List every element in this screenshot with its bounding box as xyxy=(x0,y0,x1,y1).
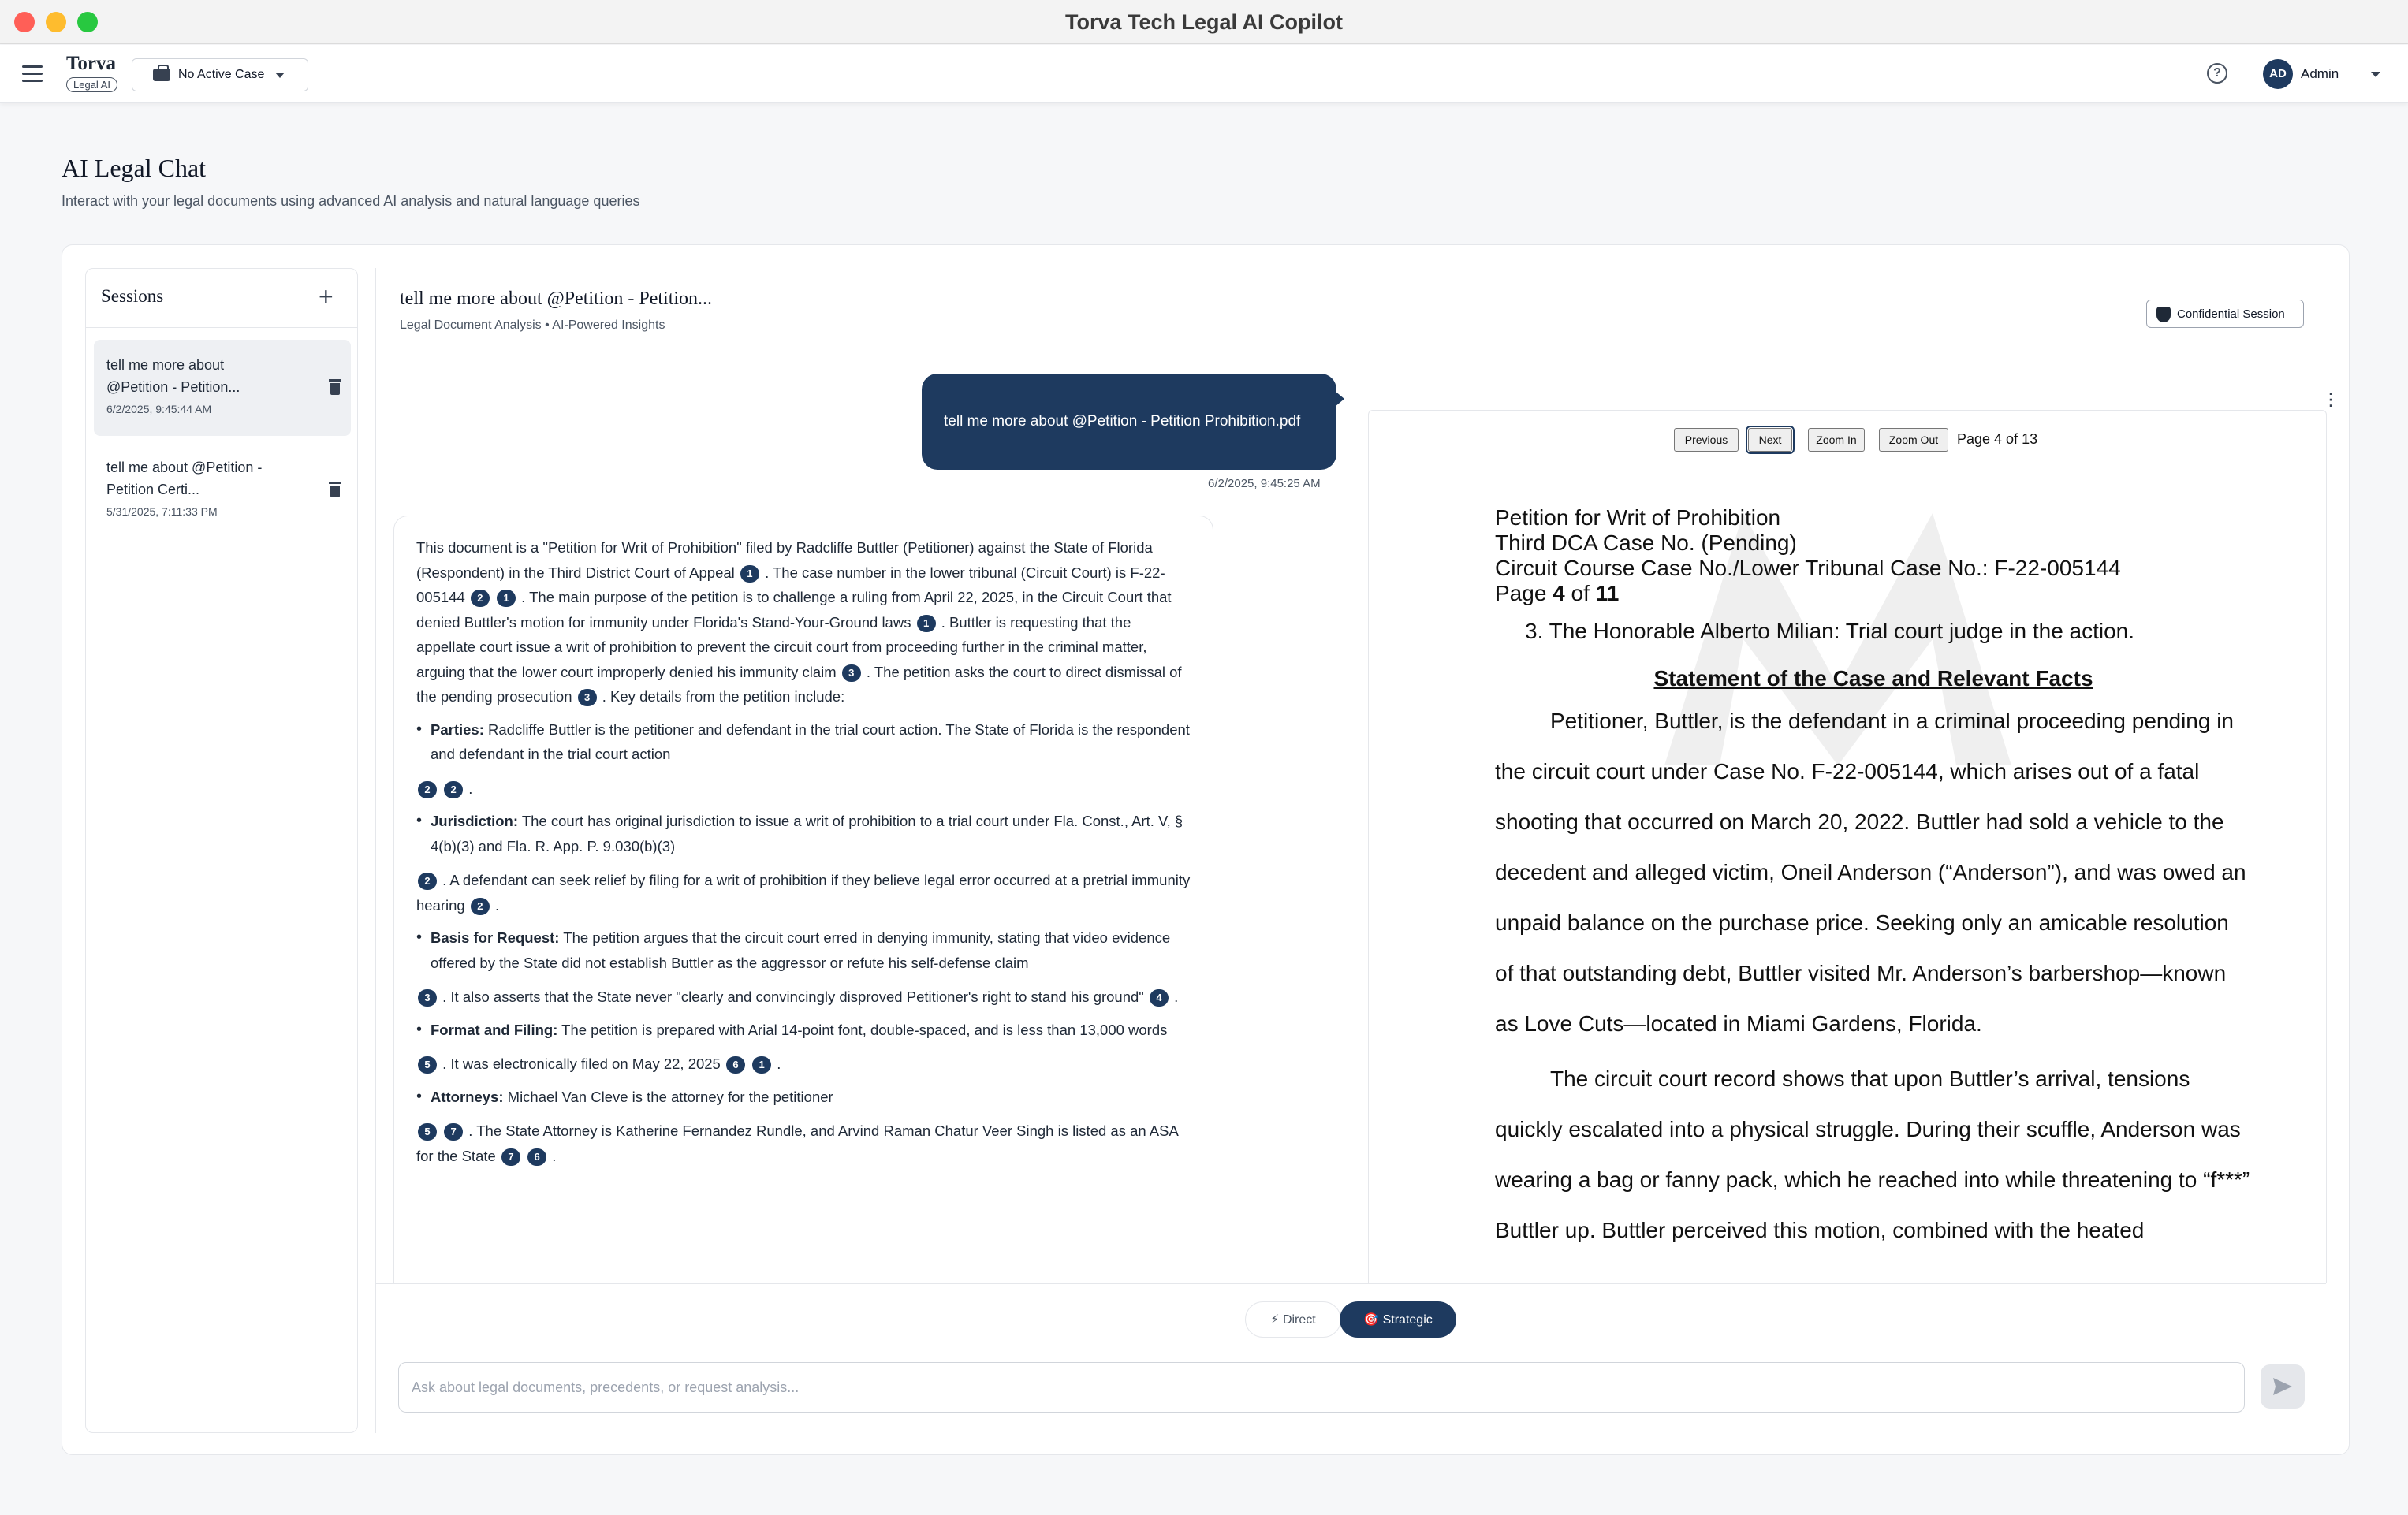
ai-detail-item xyxy=(416,717,1191,802)
divider xyxy=(86,327,357,328)
ai-text-segment: This document is a "Petition for Writ of Prohibition" filed by Radcliffe Buttler (Petitioner) against the State of Florida (Respondent) in the Third District Court of Appeal xyxy=(416,539,1153,581)
ai-text-segment: . The case number in the lower tribunal (Circuit Court) is F-22-005144 xyxy=(416,564,1165,605)
session-title: tell me about @Petition - Petition Certi... xyxy=(106,460,263,497)
brand-logo xyxy=(66,53,117,92)
citation-badge[interactable]: 3 xyxy=(842,664,861,682)
ai-detail-label: Attorneys: xyxy=(431,1088,504,1105)
ai-detail-text: Michael Van Cleve is the attorney for the petitioner xyxy=(503,1088,833,1105)
session-timestamp: 6/2/2025, 9:45:44 AM xyxy=(106,403,212,415)
brand-name: Torva xyxy=(66,53,116,74)
user-menu-chevron-icon[interactable] xyxy=(2371,72,2380,77)
ai-detail-citations xyxy=(416,1052,1191,1077)
pdf-list-item: 3. The Honorable Alberto Milian: Trial court judge in the action. xyxy=(1525,619,2135,643)
ai-detail-citations xyxy=(416,776,1191,802)
pdf-header-line: Circuit Course Case No./Lower Tribunal Case No.: F-22-005144 xyxy=(1495,556,2121,580)
citation-badge[interactable]: 5 xyxy=(418,1056,437,1074)
pdf-section-heading: Statement of the Case and Relevant Facts xyxy=(1653,666,2093,690)
ai-response-text xyxy=(416,535,1191,1168)
ai-detail-item xyxy=(416,1085,1191,1169)
pdf-header-page-line: Page 4 of 11 xyxy=(1495,581,1620,605)
ai-detail-text: The court has original jurisdiction to issue a writ of prohibition to a trial court under Fla. Const., Art. V, § 4(b)(3) and Fla. R. App. P. 9.030(b)(3) xyxy=(431,813,1183,854)
ai-text-segment: . xyxy=(468,780,473,797)
confidential-label: Confidential Session xyxy=(2177,307,2285,321)
user-message-bubble xyxy=(922,374,1336,470)
ai-text-segment: . Buttler is requesting that the appellate court issue a writ of prohibition to prevent the circuit court from proceeding further in the criminal matter, arguing that the lower court improperly denied his immunity claim xyxy=(416,613,1147,680)
citation-badge[interactable]: 7 xyxy=(444,1123,463,1141)
sessions-panel xyxy=(85,268,358,1433)
session-title: tell me more about @Petition - Petition... xyxy=(106,357,240,395)
chat-panel xyxy=(375,268,2339,1433)
ai-detail-text: The petition argues that the circuit court erred in denying immunity, stating that video evidence offered by the State did not establish Buttler as the aggressor or refute his self-defense claim xyxy=(431,929,1171,971)
ai-text-segment: . xyxy=(552,1147,557,1164)
ai-detail-text: The petition is prepared with Arial 14-point font, double-spaced, and is less than 13,000 words xyxy=(557,1021,1168,1038)
avatar[interactable]: AD xyxy=(2263,59,2293,89)
ai-text-segment: . A defendant can seek relief by filing for a writ of prohibition if they believe legal error occurred at a pretrial immunity hearing xyxy=(416,872,1191,914)
citation-badge[interactable]: 7 xyxy=(501,1148,520,1166)
app-header xyxy=(0,45,2408,103)
ai-detail-citations xyxy=(416,985,1191,1010)
citation-badge[interactable]: 2 xyxy=(418,781,437,798)
citation-badge[interactable]: 2 xyxy=(444,781,463,798)
mode-toggle xyxy=(1245,1301,1456,1338)
citation-badge[interactable]: 1 xyxy=(752,1056,771,1074)
citation-badge[interactable]: 1 xyxy=(497,590,516,607)
window-titlebar xyxy=(0,0,2408,44)
pdf-page-indicator: Page 4 of 13 xyxy=(1957,431,2038,447)
ai-detail-citations xyxy=(416,1119,1191,1168)
ai-detail-label: Jurisdiction: xyxy=(431,813,519,829)
strategic-mode-button[interactable]: 🎯 Strategic xyxy=(1340,1301,1456,1338)
sessions-title: Sessions xyxy=(101,286,164,306)
session-item[interactable] xyxy=(94,340,351,436)
ai-detail-label: Parties: xyxy=(431,720,484,738)
ai-intro-paragraph xyxy=(416,535,1191,709)
pdf-header-line: Petition for Writ of Prohibition xyxy=(1495,505,1781,530)
previous-page-button[interactable]: Previous xyxy=(1674,428,1739,452)
citation-badge[interactable]: 1 xyxy=(740,565,759,583)
next-page-button[interactable]: Next xyxy=(1748,428,1792,452)
ai-text-segment: . It was electronically filed on May 22, 2025 xyxy=(442,1055,721,1072)
trash-icon[interactable] xyxy=(329,379,341,395)
citation-badge[interactable]: 2 xyxy=(471,590,490,607)
case-selector-label: No Active Case xyxy=(178,68,265,81)
ai-detail-text: Radcliffe Buttler is the petitioner and defendant in the trial court action. The State of Florida is the respondent and defendant in the trial court action xyxy=(431,720,1190,762)
help-icon[interactable]: ? xyxy=(2207,63,2227,84)
new-session-plus-icon[interactable]: + xyxy=(319,282,334,311)
citation-badge[interactable]: 3 xyxy=(418,989,437,1007)
ai-detail-label: Format and Filing: xyxy=(431,1021,558,1038)
window-title: Torva Tech Legal AI Copilot xyxy=(1064,10,1344,34)
pdf-paragraph: Petitioner, Buttler, is the defendant in a criminal proceeding pending in the circuit court under Case No. F-22-005144, which arises out of a fatal shooting that occurred on March 20, 2022. Buttler had sold a vehicle to the decedent and alleged victim, Oneil Anderson (“Anderson”), and was owed an unpaid balance on the purchase price. Seeking only an amicable resolution of that outstanding debt, Buttler visited Mr. Anderson’s barbershop—known as Love Cuts—located in Miami Gardens, Florida. xyxy=(1495,709,2246,1036)
ai-detail-label: Basis for Request: xyxy=(431,929,560,946)
user-name[interactable]: Admin xyxy=(2301,66,2339,81)
ai-key-details-list xyxy=(416,717,1191,1169)
citation-badge[interactable]: 5 xyxy=(418,1123,437,1141)
ai-text-segment: . xyxy=(1174,988,1179,1005)
ai-detail-item xyxy=(416,809,1191,918)
pdf-toolbar xyxy=(1369,411,2326,466)
ai-text-segment: . It also asserts that the State never "clearly and convincingly disproved Petitioner's right to stand his ground" xyxy=(442,988,1144,1005)
shield-icon xyxy=(2156,307,2171,322)
page-title: AI Legal Chat xyxy=(62,154,207,182)
send-icon xyxy=(2273,1378,2292,1395)
pdf-header-line: Third DCA Case No. (Pending) xyxy=(1495,530,1797,555)
ai-text-segment: . xyxy=(777,1055,781,1072)
ai-detail-item xyxy=(416,1018,1191,1077)
chat-header xyxy=(376,268,2326,359)
pdf-paragraph: The circuit court record shows that upon Buttler’s arrival, tensions quickly escalated into a physical struggle. During their scuffle, Anderson was wearing a bag or fanny pack, which he reached into while threatening to “f***” Buttler up. Buttler perceived this motion, combined with the heated xyxy=(1495,1066,2250,1242)
send-button[interactable] xyxy=(2261,1364,2305,1409)
chat-title: tell me more about @Petition - Petition... xyxy=(400,288,713,309)
hamburger-menu-icon[interactable] xyxy=(22,65,43,83)
ai-text-segment: . xyxy=(495,896,500,914)
citation-badge[interactable]: 4 xyxy=(1150,989,1169,1007)
ai-text-segment: . Key details from the petition include: xyxy=(602,688,845,705)
citation-badge[interactable]: 6 xyxy=(527,1148,546,1166)
citation-badge[interactable]: 3 xyxy=(578,689,597,706)
ai-text-segment: . The petition asks the court to direct dismissal of the pending prosecution xyxy=(416,663,1182,705)
session-timestamp: 5/31/2025, 7:11:33 PM xyxy=(106,505,218,518)
chevron-down-icon xyxy=(275,73,285,78)
user-message-time: 6/2/2025, 9:45:25 AM xyxy=(1208,477,1321,490)
direct-mode-button[interactable]: ⚡ Direct xyxy=(1245,1301,1341,1338)
pdf-viewer xyxy=(1368,410,2327,1283)
chat-subtitle: Legal Document Analysis • AI-Powered Insights xyxy=(400,318,665,332)
session-item[interactable] xyxy=(94,442,351,538)
more-options-icon[interactable]: ⋮ xyxy=(2322,389,2339,409)
pdf-page-content xyxy=(1495,505,2252,1256)
ai-detail-citations xyxy=(416,868,1191,918)
chat-footer xyxy=(376,1283,2326,1433)
confidential-session-badge[interactable] xyxy=(2146,300,2304,328)
user-message-text: tell me more about @Petition - Petition Prohibition.pdf xyxy=(944,413,1301,430)
trash-icon[interactable] xyxy=(329,482,341,497)
case-selector[interactable] xyxy=(132,58,308,91)
chat-input[interactable] xyxy=(398,1362,2245,1413)
ai-detail-item xyxy=(416,925,1191,1010)
citation-badge[interactable]: 2 xyxy=(418,873,437,890)
page-subtitle: Interact with your legal documents using advanced AI analysis and natural language queries xyxy=(62,193,640,209)
brand-tag: Legal AI xyxy=(66,77,117,92)
citation-badge[interactable]: 6 xyxy=(726,1056,745,1074)
zoom-in-button[interactable]: Zoom In xyxy=(1808,428,1865,452)
ai-text-segment: . The State Attorney is Katherine Fernandez Rundle, and Arvind Raman Chatur Veer Singh is listed as an ASA for the State xyxy=(416,1122,1178,1164)
citation-badge[interactable]: 2 xyxy=(471,898,490,915)
briefcase-icon xyxy=(153,69,170,81)
zoom-out-button[interactable]: Zoom Out xyxy=(1879,428,1948,452)
ai-text-segment: . The main purpose of the petition is to challenge a ruling from April 22, 2025, in the Circuit Court that denied Buttler's motion for immunity under Florida's Stand-Your-Ground laws xyxy=(416,589,1172,631)
citation-badge[interactable]: 1 xyxy=(917,615,936,632)
